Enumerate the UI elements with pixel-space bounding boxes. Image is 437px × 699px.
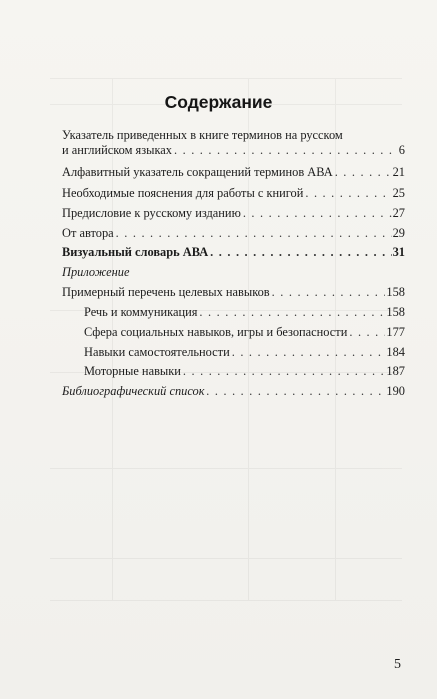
toc-page-number: 31 <box>392 245 405 259</box>
leader-dots <box>199 305 385 320</box>
toc-page-number: 158 <box>386 285 405 299</box>
page-number: 5 <box>394 657 401 672</box>
toc-entry-text: Сфера социальных навыков, игры и безопасности <box>84 325 348 339</box>
leader-dots <box>210 245 391 260</box>
toc-entry-bibliography[interactable] <box>62 384 405 399</box>
leader-dots <box>335 165 392 180</box>
toc-entry-social-skills[interactable] <box>84 325 405 340</box>
leader-dots <box>232 345 386 360</box>
toc-entry-visual-dictionary[interactable] <box>62 245 405 260</box>
leader-dots <box>174 143 398 158</box>
toc-entry-text: Моторные навыки <box>84 364 181 378</box>
toc-page-number: 25 <box>392 186 405 200</box>
toc-entry-preface[interactable] <box>62 206 405 221</box>
toc-page-number: 21 <box>392 165 405 179</box>
toc-entry-self-help[interactable] <box>84 345 405 360</box>
toc-page-number: 190 <box>386 384 405 398</box>
toc-entry-text: Предисловие к русскому изданию <box>62 206 241 220</box>
toc-entry-text: Визуальный словарь АВА <box>62 245 209 259</box>
toc-entry-skills-list[interactable] <box>62 285 405 300</box>
leader-dots <box>207 384 386 399</box>
toc-page-number: 27 <box>392 206 405 220</box>
toc-entry-text: Библиографический список <box>62 384 205 398</box>
toc-page-number: 187 <box>386 364 405 378</box>
toc-entry-abbreviations[interactable] <box>62 165 405 180</box>
toc-page-number: 29 <box>392 226 405 240</box>
toc-entry-text: Алфавитный указатель сокращений терминов АВА <box>62 165 333 179</box>
toc-entry-line-1: Указатель приведенных в книге терминов на русском <box>62 128 343 142</box>
toc-entry-text: Приложение <box>62 265 130 279</box>
toc-entry-text: От автора <box>62 226 114 240</box>
toc-page-number: 6 <box>398 143 405 157</box>
toc-section-appendix <box>62 265 405 280</box>
toc-page-number: 177 <box>386 325 405 339</box>
toc-entry-from-author[interactable] <box>62 226 405 241</box>
page-title: Содержание <box>164 92 273 112</box>
leader-dots <box>305 186 391 201</box>
toc-entry-motor-skills[interactable] <box>84 364 405 379</box>
leader-dots <box>349 325 385 340</box>
toc-entry-text: и английском языках <box>62 143 172 157</box>
toc-entry-explanations[interactable] <box>62 186 405 201</box>
leader-dots <box>243 206 392 221</box>
toc-entry-speech[interactable] <box>84 305 405 320</box>
toc-entry-terms-index[interactable] <box>62 128 405 158</box>
leader-dots <box>116 226 392 241</box>
toc-page-number: 184 <box>386 345 405 359</box>
toc-entry-text: Речь и коммуникация <box>84 305 198 319</box>
leader-dots <box>272 285 386 300</box>
toc-entry-text: Примерный перечень целевых навыков <box>62 285 270 299</box>
leader-dots <box>183 364 386 379</box>
toc-page-number: 158 <box>386 305 405 319</box>
toc-entry-text: Навыки самостоятельности <box>84 345 230 359</box>
toc-entry-text: Необходимые пояснения для работы с книгой <box>62 186 304 200</box>
